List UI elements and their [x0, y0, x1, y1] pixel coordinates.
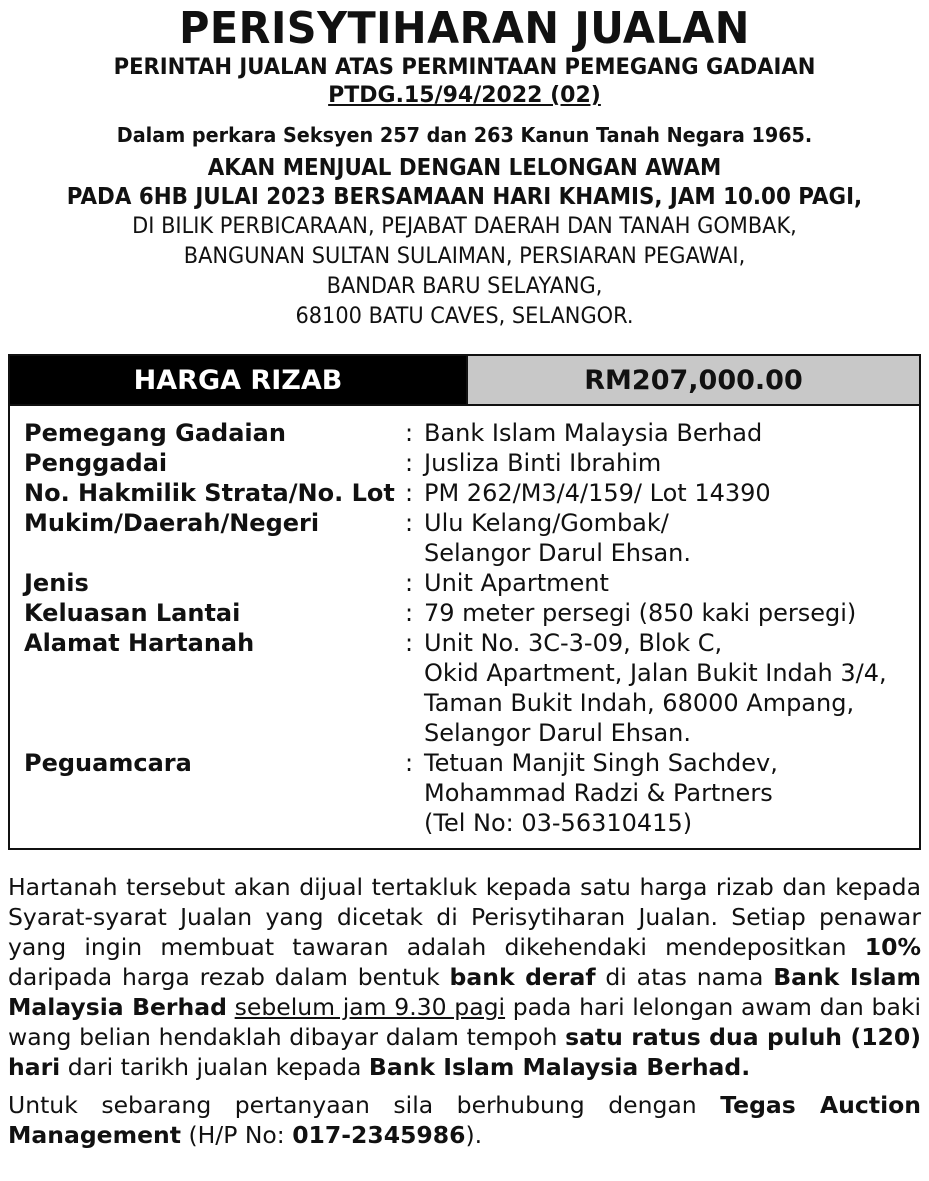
- detail-separator: :: [404, 479, 414, 507]
- contact-text: Untuk sebarang pertanyaan sila berhubung dengan: [8, 1091, 721, 1119]
- detail-key: Mukim/Daerah/Negeri: [24, 509, 320, 537]
- detail-value: Unit No. 3C-3-09, Blok C,: [424, 629, 723, 657]
- detail-separator: :: [404, 749, 414, 777]
- reserve-price-bar: [8, 354, 921, 406]
- detail-value: Ulu Kelang/Gombak/: [424, 509, 669, 537]
- detail-row-title-number: [24, 478, 905, 508]
- terms-text: pada hari lelongan awam dan baki wang belian hendaklah dibayar dalam tempoh: [8, 993, 921, 1051]
- detail-value: Bank Islam Malaysia Berhad: [424, 419, 763, 447]
- detail-value: Unit Apartment: [424, 569, 609, 597]
- reference-number: PTDG.15/94/2022 (02): [328, 83, 601, 108]
- detail-row-chargee: [24, 418, 905, 448]
- detail-row-type: [24, 568, 905, 598]
- detail-key: No. Hakmilik Strata/No. Lot: [24, 479, 395, 507]
- detail-key: Alamat Hartanah: [24, 629, 255, 657]
- terms-text: dari tarikh jualan kepada: [60, 1053, 369, 1081]
- detail-value: Selangor Darul Ehsan.: [424, 719, 691, 747]
- terms-text: daripada harga rezab dalam bentuk: [8, 963, 450, 991]
- detail-key: Peguamcara: [24, 749, 192, 777]
- contact-text: (H/P No:: [180, 1121, 293, 1149]
- detail-value: Jusliza Binti Ibrahim: [424, 449, 662, 477]
- detail-key: Keluasan Lantai: [24, 599, 241, 627]
- page-subtitle: PERINTAH JUALAN ATAS PERMINTAAN PEMEGANG GADAIAN: [113, 55, 816, 80]
- detail-value: Mohammad Radzi & Partners: [424, 779, 773, 807]
- deposit-percentage: 10%: [864, 933, 921, 961]
- contact-paragraph: [8, 1090, 921, 1150]
- detail-key: Penggadai: [24, 449, 168, 477]
- detail-separator: :: [404, 509, 414, 537]
- detail-separator: :: [404, 419, 414, 447]
- legal-matter: Dalam perkara Seksyen 257 dan 263 Kanun Tanah Negara 1965.: [116, 123, 813, 147]
- terms-paragraph: [8, 872, 921, 1082]
- property-details-box: [8, 406, 921, 850]
- detail-value: 79 meter persegi (850 kaki persegi): [424, 599, 857, 627]
- detail-value: Taman Bukit Indah, 68000 Ampang,: [424, 689, 855, 717]
- payment-period: satu ratus dua puluh (120) hari: [8, 1023, 921, 1081]
- deposit-deadline: sebelum jam 9.30 pagi: [234, 993, 506, 1021]
- terms-text: di atas nama: [595, 963, 774, 991]
- contact-phone: 017-2345986: [292, 1121, 466, 1149]
- detail-separator: :: [404, 449, 414, 477]
- venue-line: 68100 BATU CAVES, SELANGOR.: [295, 304, 634, 329]
- auction-line-1: AKAN MENJUAL DENGAN LELONGAN AWAM: [207, 155, 722, 181]
- payee-name: Bank Islam Malaysia Berhad: [8, 963, 921, 1021]
- auctioneer-name: Tegas Auction Management: [8, 1091, 921, 1149]
- payee-name: Bank Islam Malaysia Berhad.: [368, 1053, 751, 1081]
- detail-row-solicitor: [24, 748, 905, 838]
- detail-separator: :: [404, 569, 414, 597]
- detail-value: Selangor Darul Ehsan.: [424, 539, 691, 567]
- detail-key: Pemegang Gadaian: [24, 419, 286, 447]
- detail-row-chargor: [24, 448, 905, 478]
- detail-separator: :: [404, 599, 414, 627]
- detail-value: Okid Apartment, Jalan Bukit Indah 3/4,: [424, 659, 887, 687]
- contact-text: ).: [465, 1121, 483, 1149]
- terms-text: Hartanah tersebut akan dijual tertakluk kepada satu harga rizab dan kepada Syarat-syarat Jualan yang dicetak di Perisytiharan Jualan. Setiap penawar yang ingin membuat tawaran adalah dikehendaki mendepositkan: [8, 873, 921, 961]
- venue-line: BANGUNAN SULTAN SULAIMAN, PERSIARAN PEGAWAI,: [183, 244, 746, 269]
- detail-row-address: [24, 628, 905, 748]
- reserve-price-value: RM207,000.00: [468, 356, 919, 404]
- detail-value: Tetuan Manjit Singh Sachdev,: [424, 749, 778, 777]
- venue-line: DI BILIK PERBICARAAN, PEJABAT DAERAH DAN TANAH GOMBAK,: [132, 214, 797, 239]
- terms-text: [227, 993, 235, 1021]
- detail-value: PM 262/M3/4/159/ Lot 14390: [424, 479, 771, 507]
- venue-line: BANDAR BARU SELAYANG,: [326, 274, 603, 299]
- detail-row-floor-area: [24, 598, 905, 628]
- detail-key: Jenis: [24, 569, 89, 597]
- auction-line-2: PADA 6HB JULAI 2023 BERSAMAAN HARI KHAMIS, JAM 10.00 PAGI,: [66, 184, 863, 210]
- detail-value: (Tel No: 03-56310415): [424, 809, 693, 837]
- page-title: PERISYTIHARAN JUALAN: [179, 3, 750, 54]
- detail-separator: :: [404, 629, 414, 657]
- detail-row-location: [24, 508, 905, 568]
- payment-method: bank deraf: [449, 963, 596, 991]
- reserve-price-label: HARGA RIZAB: [10, 356, 468, 404]
